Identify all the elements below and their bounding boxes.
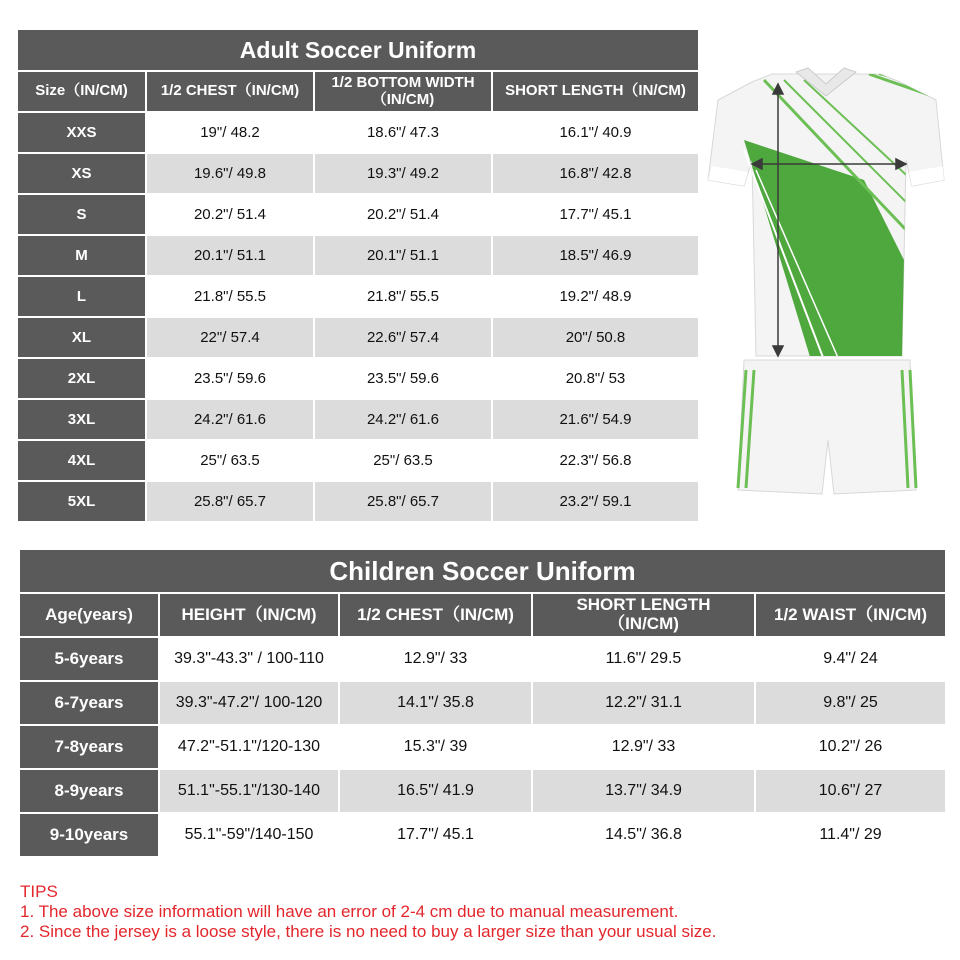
- chest-value: 24.2"/ 61.6: [147, 400, 313, 439]
- tip-line-1: 1. The above size information will have an error of 2-4 cm due to manual measurement.: [20, 902, 679, 921]
- size-label: XXS: [18, 113, 145, 152]
- table-row: [18, 113, 698, 152]
- shirt-icon: [708, 68, 944, 370]
- children-header-waist: 1/2 WAIST（IN/CM): [756, 594, 945, 636]
- short-length-value: 16.1"/ 40.9: [493, 113, 698, 152]
- table-row: [20, 814, 945, 856]
- short-length-value: 16.8"/ 42.8: [493, 154, 698, 193]
- children-table-title: Children Soccer Uniform: [20, 550, 945, 592]
- short-length-value: 14.5"/ 36.8: [533, 814, 754, 856]
- chest-value: 15.3"/ 39: [340, 726, 531, 768]
- short-length-value: 13.7"/ 34.9: [533, 770, 754, 812]
- size-label: XL: [18, 318, 145, 357]
- bottom-width-value: 20.2"/ 51.4: [315, 195, 491, 234]
- tip-line-2: 2. Since the jersey is a loose style, there is no need to buy a larger size than your usual size.: [20, 922, 717, 941]
- chest-value: 20.2"/ 51.4: [147, 195, 313, 234]
- short-length-value: 22.3"/ 56.8: [493, 441, 698, 480]
- height-value: 55.1"-59"/140-150: [160, 814, 338, 856]
- waist-value: 11.4"/ 29: [756, 814, 945, 856]
- bottom-width-value: 19.3"/ 49.2: [315, 154, 491, 193]
- short-length-value: 12.2"/ 31.1: [533, 682, 754, 724]
- chest-value: 25"/ 63.5: [147, 441, 313, 480]
- height-value: 39.3"-43.3" / 100-110: [160, 638, 338, 680]
- short-length-value: 17.7"/ 45.1: [493, 195, 698, 234]
- waist-value: 10.6"/ 27: [756, 770, 945, 812]
- table-row: [18, 359, 698, 398]
- tips-section: [20, 882, 716, 942]
- chest-value: 19.6"/ 49.8: [147, 154, 313, 193]
- adult-table-title: Adult Soccer Uniform: [18, 30, 698, 70]
- size-label: 5XL: [18, 482, 145, 521]
- height-value: 47.2"-51.1"/120-130: [160, 726, 338, 768]
- table-row: [18, 236, 698, 275]
- children-size-table: [18, 548, 947, 858]
- children-header-short-length: SHORT LENGTH （IN/CM): [533, 594, 754, 636]
- size-label: 4XL: [18, 441, 145, 480]
- chest-value: 23.5"/ 59.6: [147, 359, 313, 398]
- table-row: [20, 770, 945, 812]
- short-length-value: 12.9"/ 33: [533, 726, 754, 768]
- table-row: [18, 318, 698, 357]
- bottom-width-value: 22.6"/ 57.4: [315, 318, 491, 357]
- chest-value: 20.1"/ 51.1: [147, 236, 313, 275]
- adult-header-size: Size（IN/CM): [18, 72, 145, 111]
- size-label: L: [18, 277, 145, 316]
- chest-value: 14.1"/ 35.8: [340, 682, 531, 724]
- chest-value: 16.5"/ 41.9: [340, 770, 531, 812]
- chest-value: 12.9"/ 33: [340, 638, 531, 680]
- table-row: [18, 277, 698, 316]
- adult-size-table: [16, 28, 700, 523]
- children-header-chest: 1/2 CHEST（IN/CM): [340, 594, 531, 636]
- size-label: 2XL: [18, 359, 145, 398]
- shorts-icon: [738, 360, 916, 494]
- short-length-value: 18.5"/ 46.9: [493, 236, 698, 275]
- adult-header-chest: 1/2 CHEST（IN/CM): [147, 72, 313, 111]
- bottom-width-value: 18.6"/ 47.3: [315, 113, 491, 152]
- short-length-value: 23.2"/ 59.1: [493, 482, 698, 521]
- chest-value: 21.8"/ 55.5: [147, 277, 313, 316]
- table-row: [18, 482, 698, 521]
- short-length-value: 21.6"/ 54.9: [493, 400, 698, 439]
- children-header-age: Age(years): [20, 594, 158, 636]
- height-value: 51.1"-55.1"/130-140: [160, 770, 338, 812]
- table-row: [20, 682, 945, 724]
- size-label: S: [18, 195, 145, 234]
- short-length-value: 19.2"/ 48.9: [493, 277, 698, 316]
- bottom-width-value: 20.1"/ 51.1: [315, 236, 491, 275]
- table-row: [18, 154, 698, 193]
- short-length-value: 20.8"/ 53: [493, 359, 698, 398]
- waist-value: 9.4"/ 24: [756, 638, 945, 680]
- short-length-value: 11.6"/ 29.5: [533, 638, 754, 680]
- height-value: 39.3"-47.2"/ 100-120: [160, 682, 338, 724]
- chest-value: 25.8"/ 65.7: [147, 482, 313, 521]
- age-label: 5-6years: [20, 638, 158, 680]
- chest-value: 22"/ 57.4: [147, 318, 313, 357]
- waist-value: 9.8"/ 25: [756, 682, 945, 724]
- children-header-height: HEIGHT（IN/CM): [160, 594, 338, 636]
- bottom-width-value: 23.5"/ 59.6: [315, 359, 491, 398]
- age-label: 7-8years: [20, 726, 158, 768]
- bottom-width-value: 24.2"/ 61.6: [315, 400, 491, 439]
- table-row: [18, 400, 698, 439]
- waist-value: 10.2"/ 26: [756, 726, 945, 768]
- bottom-width-value: 21.8"/ 55.5: [315, 277, 491, 316]
- tips-heading: TIPS: [20, 882, 58, 901]
- adult-header-short-length: SHORT LENGTH（IN/CM): [493, 72, 698, 111]
- adult-header-bottom-width: 1/2 BOTTOM WIDTH （IN/CM): [315, 72, 491, 111]
- age-label: 6-7years: [20, 682, 158, 724]
- bottom-width-value: 25"/ 63.5: [315, 441, 491, 480]
- short-length-value: 20"/ 50.8: [493, 318, 698, 357]
- table-row: [18, 195, 698, 234]
- chest-value: 19"/ 48.2: [147, 113, 313, 152]
- table-row: [20, 726, 945, 768]
- age-label: 8-9years: [20, 770, 158, 812]
- size-label: 3XL: [18, 400, 145, 439]
- table-row: [18, 441, 698, 480]
- age-label: 9-10years: [20, 814, 158, 856]
- size-label: XS: [18, 154, 145, 193]
- chest-value: 17.7"/ 45.1: [340, 814, 531, 856]
- table-row: [20, 638, 945, 680]
- size-label: M: [18, 236, 145, 275]
- soccer-uniform-illustration: [704, 60, 950, 500]
- bottom-width-value: 25.8"/ 65.7: [315, 482, 491, 521]
